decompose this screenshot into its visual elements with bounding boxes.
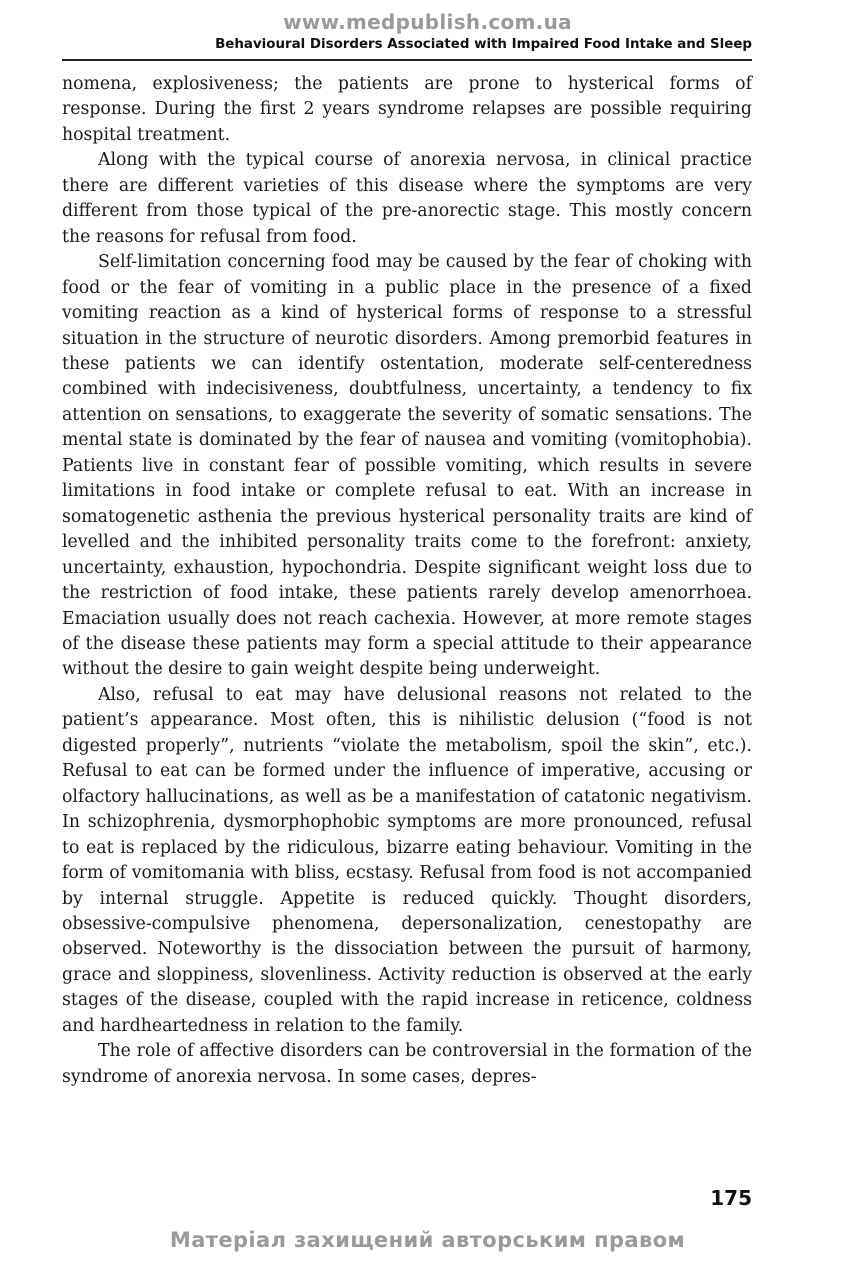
paragraph-anorexia-varieties: Along with the typical course of anorexia nervosa, in clinical practice there are different varieties of this disease where the symptoms are very different from those typical of the pre-anorectic stage. This mostly concern the reasons for refusal from food. bbox=[62, 150, 752, 247]
paragraph-delusional-reasons: Also, refusal to eat may have delusional reasons not related to the patient’s appearance. Most often, this is nihilistic delusion (“food is not digested properly”, nutrients “violate the metabolism, spoil the skin”, etc.). Refusal to eat can be formed under the influence of imperative, accusing or olfactory hallucinations, as well as be a manifestation of catatonic negativism. In schizophrenia, dysmorphophobic symptoms are more pronounced, refusal to eat is replaced by the ridiculous, bizarre eating behaviour. Vomiting in the form of vomitomania with bliss, ecstasy. Refusal from food is not accompanied by internal struggle. Appetite is reduced quickly. Thought disorders, obsessive-compulsive phenomena, depersonalization, cenestopathy are observed. Noteworthy is the dissociation between the pursuit of harmony, grace and sloppiness, slovenliness. Activity reduction is observed at the early stages of the disease, coupled with the rapid increase in reticence, coldness and hardheartedness in relation to the family. bbox=[62, 684, 752, 1036]
page-number: 175 bbox=[710, 1186, 752, 1210]
copyright-watermark: Матеріал захищений авторським правом bbox=[169, 1228, 686, 1252]
paragraph-continuation: nomena, explosiveness; the patients are prone to hysterical forms of response. During the first 2 years syndrome relapses are possible requiring hospital treatment. bbox=[62, 74, 752, 145]
paragraph-self-limitation: Self-limitation concerning food may be caused by the fear of choking with food or the fear of vomiting in a public place in the presence of a fixed vomiting reaction as a kind of hysterical forms of response to a stressful situation in the structure of neurotic disorders. Among premorbid features in these patients we can identify ostentation, moderate self-centeredness combined with indecisiveness, doubtfulness, uncertainty, a tendency to fix attention on sensations, to exaggerate the severity of somatic sensations. The mental state is dominated by the fear of nausea and vomiting (vomitophobia). Patients live in constant fear of possible vomiting, which results in severe limitations in food intake or complete refusal to eat. With an increase in somatogenetic asthenia the previous hysterical personality traits are kind of levelled and the inhibited personality traits come to the forefront: anxiety, uncertainty, exhaustion, hypochondria. Despite significant weight loss due to the restriction of food intake, these patients rarely develop amenorrhoea. Emaciation usually does not reach cachexia. However, at more remote stages of the disease these patients may form a special attitude to their appearance without the desire to gain weight despite being underweight. bbox=[62, 252, 752, 680]
header-rule bbox=[62, 59, 752, 61]
running-head: Behavioural Disorders Associated with Impaired Food Intake and Sleep bbox=[215, 37, 752, 52]
publisher-url-watermark: www.medpublish.com.ua bbox=[283, 10, 572, 34]
page-body bbox=[62, 72, 752, 1090]
paragraph-affective-disorders: The role of affective disorders can be controversial in the formation of the syndrome of anorexia nervosa. In some cases, depres- bbox=[62, 1041, 752, 1087]
